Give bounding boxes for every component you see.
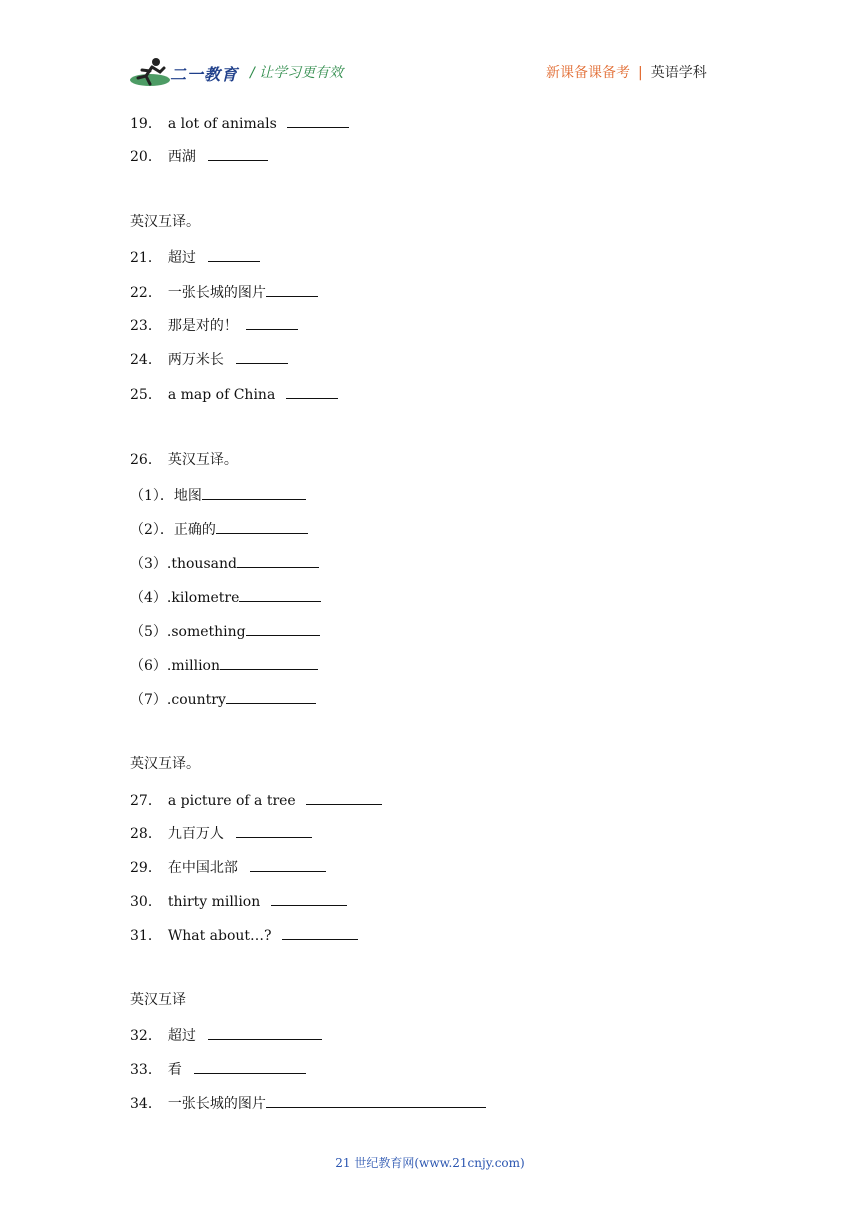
sub-text: thousand bbox=[171, 556, 237, 572]
sub-text: kilometre bbox=[171, 590, 240, 606]
sub-number: （2）． bbox=[130, 522, 174, 538]
sub-number: （7）. bbox=[130, 692, 172, 708]
section-heading: 英汉互译。 bbox=[130, 756, 200, 772]
question-text: 看 bbox=[167, 1062, 182, 1078]
question-25 bbox=[130, 384, 338, 404]
answer-blank[interactable] bbox=[202, 485, 306, 500]
header-separator: | bbox=[638, 65, 643, 81]
sub-number: （5）. bbox=[130, 624, 172, 640]
question-text: 在中国北部 bbox=[167, 860, 238, 876]
answer-blank[interactable] bbox=[282, 925, 358, 940]
sub-number: （4）. bbox=[130, 590, 172, 606]
question-number: 29． bbox=[130, 860, 162, 876]
question-number: 25． bbox=[130, 387, 162, 403]
answer-blank[interactable] bbox=[208, 247, 260, 262]
question-33 bbox=[130, 1059, 306, 1079]
answer-blank[interactable] bbox=[236, 823, 312, 838]
question-text: 英汉互译。 bbox=[167, 452, 238, 468]
question-28 bbox=[130, 823, 312, 843]
question-24 bbox=[130, 349, 288, 369]
question-number: 26． bbox=[130, 452, 162, 468]
question-text: thirty million bbox=[167, 894, 261, 910]
answer-blank[interactable] bbox=[246, 621, 320, 636]
answer-blank[interactable] bbox=[266, 282, 318, 297]
question-text: 西湖 bbox=[167, 149, 196, 165]
sub-number: （3）. bbox=[130, 556, 172, 572]
answer-blank[interactable] bbox=[226, 689, 316, 704]
question-number: 21． bbox=[130, 250, 162, 266]
sub-question-7 bbox=[130, 689, 316, 709]
question-text: 九百万人 bbox=[167, 826, 224, 842]
question-number: 33． bbox=[130, 1062, 162, 1078]
question-31 bbox=[130, 925, 358, 945]
sub-question-1 bbox=[130, 485, 306, 505]
sub-text: something bbox=[171, 624, 246, 640]
answer-blank[interactable] bbox=[216, 519, 308, 534]
question-26 bbox=[130, 451, 238, 469]
header-subject-label: 英语学科 bbox=[650, 65, 707, 81]
question-23 bbox=[130, 315, 298, 335]
header-course-label: 新课备课备考 bbox=[546, 65, 630, 81]
answer-blank[interactable] bbox=[194, 1059, 306, 1074]
answer-blank[interactable] bbox=[246, 315, 298, 330]
logo-text: 二一教育 bbox=[170, 65, 239, 84]
question-number: 24． bbox=[130, 352, 162, 368]
answer-blank[interactable] bbox=[306, 790, 382, 805]
question-text: 一张长城的图片 bbox=[167, 285, 266, 301]
question-text: 超过 bbox=[167, 1028, 196, 1044]
sub-text: 地图 bbox=[173, 488, 202, 504]
header-subject bbox=[546, 62, 707, 82]
question-text: a map of China bbox=[167, 387, 276, 403]
question-29 bbox=[130, 857, 326, 877]
question-text: 那是对的！ bbox=[167, 318, 238, 334]
sub-question-2 bbox=[130, 519, 308, 539]
question-number: 31． bbox=[130, 928, 162, 944]
answer-blank[interactable] bbox=[208, 1025, 322, 1040]
sub-text: country bbox=[171, 692, 226, 708]
answer-blank[interactable] bbox=[220, 655, 318, 670]
question-number: 34． bbox=[130, 1096, 162, 1112]
question-number: 32． bbox=[130, 1028, 162, 1044]
sub-number: （6）. bbox=[130, 658, 172, 674]
question-text: 一张长城的图片 bbox=[167, 1096, 266, 1112]
question-number: 20． bbox=[130, 149, 162, 165]
sub-question-6 bbox=[130, 655, 318, 675]
sub-question-4 bbox=[130, 587, 321, 607]
question-34 bbox=[130, 1093, 486, 1113]
question-text: What about…? bbox=[167, 928, 272, 944]
answer-blank[interactable] bbox=[208, 146, 268, 161]
page-header bbox=[0, 0, 860, 100]
answer-blank[interactable] bbox=[287, 113, 349, 128]
sub-text: million bbox=[171, 658, 220, 674]
question-number: 27． bbox=[130, 793, 162, 809]
sub-question-5 bbox=[130, 621, 320, 641]
sub-text: 正确的 bbox=[173, 522, 216, 538]
sub-number: （1）． bbox=[130, 488, 174, 504]
question-number: 23． bbox=[130, 318, 162, 334]
question-30 bbox=[130, 891, 347, 911]
answer-blank[interactable] bbox=[236, 349, 288, 364]
question-text: 两万米长 bbox=[167, 352, 224, 368]
answer-blank[interactable] bbox=[250, 857, 326, 872]
sub-question-3 bbox=[130, 553, 319, 573]
answer-blank[interactable] bbox=[239, 587, 321, 602]
question-27 bbox=[130, 790, 382, 810]
question-number: 19． bbox=[130, 116, 162, 132]
question-text: a picture of a tree bbox=[167, 793, 296, 809]
question-number: 30． bbox=[130, 894, 162, 910]
question-22 bbox=[130, 282, 318, 302]
section-heading: 英汉互译 bbox=[130, 992, 186, 1008]
question-text: a lot of animals bbox=[167, 116, 277, 132]
answer-blank[interactable] bbox=[266, 1093, 486, 1108]
question-20 bbox=[130, 146, 268, 166]
section-heading: 英汉互译。 bbox=[130, 214, 200, 230]
answer-blank[interactable] bbox=[271, 891, 347, 906]
question-text: 超过 bbox=[167, 250, 196, 266]
question-19 bbox=[130, 113, 349, 133]
question-number: 22． bbox=[130, 285, 162, 301]
question-21 bbox=[130, 247, 260, 267]
page-footer: 21 世纪教育网(www.21cnjy.com) bbox=[335, 1156, 525, 1170]
question-number: 28． bbox=[130, 826, 162, 842]
answer-blank[interactable] bbox=[237, 553, 319, 568]
question-32 bbox=[130, 1025, 322, 1045]
slogan: / 让学习更有效 bbox=[250, 65, 344, 81]
answer-blank[interactable] bbox=[286, 384, 338, 399]
